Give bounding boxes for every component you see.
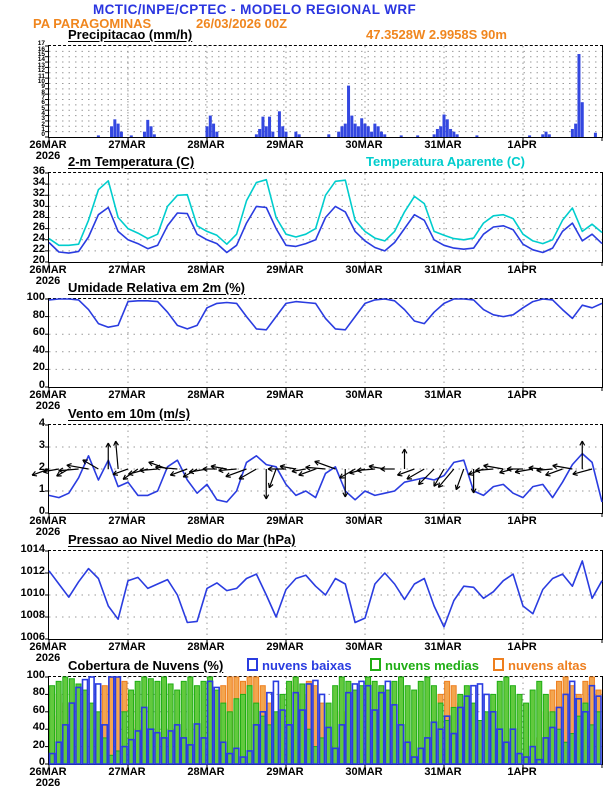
x-tick-label: 31MAR (424, 139, 462, 151)
x-tick-label: 29MAR (266, 139, 304, 151)
y-tick-label: 0 (38, 504, 45, 517)
y-tick-label: 20 (32, 361, 45, 374)
x-tick-label: 27MAR (108, 641, 146, 653)
y-tick-label: 1 (41, 126, 45, 134)
station-name: PA PARAGOMINAS (33, 16, 152, 31)
y-tick-label: 10 (37, 77, 45, 85)
y-tick-label: 40 (32, 343, 45, 356)
y-tick-label: 0 (41, 131, 45, 139)
y-tick-label: 14 (37, 56, 45, 64)
nuvens-altas-swatch-icon (493, 658, 504, 671)
y-tick-label: 4 (41, 110, 45, 117)
svg-precip (49, 46, 602, 137)
svg-wind (49, 425, 602, 513)
y-tick-label: 16 (37, 45, 45, 53)
x-tick-label: 31MAR (424, 389, 462, 401)
y-tick-label: 2 (41, 120, 45, 128)
x-tick-label: 30MAR (345, 264, 383, 276)
x-tick-label: 29MAR (266, 389, 304, 401)
y-tick-label: 28 (32, 209, 45, 222)
x-tick-label: 30MAR (345, 389, 383, 401)
x-tick-label: 26MAR (29, 264, 67, 276)
x-year-label: 2026 (35, 150, 61, 162)
y-tick-label: 13 (37, 61, 45, 69)
x-tick-label: 31MAR (424, 766, 462, 778)
y-tick-label: 3 (41, 115, 45, 123)
y-tick-label: 5 (41, 104, 45, 112)
y-tick-label: 1010 (20, 586, 45, 599)
x-tick-label: 1APR (507, 264, 537, 276)
y-tick-label: 80 (32, 686, 45, 699)
y-tick-label: 30 (32, 198, 45, 211)
x-year-label: 2026 (35, 526, 61, 538)
legend-nuvens-medias (370, 658, 479, 673)
y-tick-label: 1008 (20, 608, 45, 621)
y-tick-label: 80 (32, 308, 45, 321)
y-tick-label: 0 (38, 755, 45, 768)
x-tick-label: 26MAR (29, 515, 67, 527)
x-tick-label: 31MAR (424, 264, 462, 276)
y-tick-label: 8 (41, 88, 45, 96)
x-tick-label: 30MAR (345, 641, 383, 653)
y-tick-label: 22 (32, 242, 45, 255)
y-tick-label: 4 (38, 416, 45, 429)
x-tick-label: 28MAR (187, 139, 225, 151)
y-tick-label: 100 (26, 668, 45, 681)
y-tick-label: 2 (38, 460, 45, 473)
legend-temperatura-aparente: Temperatura Aparente (C) (366, 154, 525, 169)
x-year-label: 2026 (35, 652, 61, 664)
x-year-label: 2026 (35, 275, 61, 287)
x-year-label: 2026 (35, 777, 61, 789)
wind-panel (48, 424, 603, 514)
legend-nuvens-medias-label: nuvens medias (385, 658, 479, 673)
x-tick-label: 30MAR (345, 515, 383, 527)
x-tick-label: 27MAR (108, 515, 146, 527)
x-tick-label: 29MAR (266, 264, 304, 276)
nuvens-medias-swatch-icon (370, 658, 381, 671)
x-tick-label: 27MAR (108, 766, 146, 778)
svg-temp (49, 173, 602, 262)
panel-title-temperature: 2-m Temperatura (C) (68, 154, 195, 169)
y-tick-label: 24 (32, 231, 45, 244)
x-tick-label: 26MAR (29, 641, 67, 653)
x-year-label: 2026 (35, 400, 61, 412)
x-tick-label: 1APR (507, 641, 537, 653)
svg-pres (49, 551, 602, 639)
y-tick-label: 60 (32, 326, 45, 339)
x-tick-label: 30MAR (345, 766, 383, 778)
panel-title-humidity: Umidade Relativa em 2m (%) (68, 280, 246, 295)
x-tick-label: 28MAR (187, 515, 225, 527)
x-tick-label: 1APR (507, 766, 537, 778)
y-tick-label: 60 (32, 703, 45, 716)
x-tick-label: 28MAR (187, 766, 225, 778)
humidity-panel (48, 298, 603, 388)
x-tick-label: 29MAR (266, 641, 304, 653)
y-tick-label: 1 (38, 482, 45, 495)
pressure-panel (48, 550, 603, 640)
x-tick-label: 29MAR (266, 766, 304, 778)
x-tick-label: 28MAR (187, 641, 225, 653)
y-tick-label: 36 (32, 164, 45, 177)
y-tick-label: 12 (37, 67, 45, 75)
y-tick-label: 20 (32, 738, 45, 751)
x-tick-label: 29MAR (266, 515, 304, 527)
x-tick-label: 30MAR (345, 139, 383, 151)
y-tick-label: 7 (41, 93, 45, 101)
y-tick-label: 26 (32, 220, 45, 233)
x-tick-label: 31MAR (424, 515, 462, 527)
y-tick-label: 6 (41, 99, 45, 107)
x-tick-label: 1APR (507, 139, 537, 151)
panel-title-clouds: Cobertura de Nuvens (%) (68, 658, 224, 673)
x-tick-label: 31MAR (424, 641, 462, 653)
x-tick-label: 1APR (507, 515, 537, 527)
temperature-panel (48, 172, 603, 263)
nuvens-baixas-swatch-icon (247, 658, 258, 671)
y-tick-label: 3 (38, 438, 45, 451)
y-tick-label: 9 (41, 83, 45, 91)
svg-clouds (49, 677, 602, 764)
x-tick-label: 28MAR (187, 264, 225, 276)
legend-nuvens-baixas-label: nuvens baixas (262, 658, 352, 673)
clouds-panel (48, 676, 603, 765)
x-tick-label: 27MAR (108, 389, 146, 401)
legend-nuvens-baixas (247, 658, 352, 673)
y-tick-label: 0 (38, 378, 45, 391)
y-tick-label: 34 (32, 176, 45, 189)
panel-title-pressure: Pressao ao Nivel Medio do Mar (hPa) (68, 532, 296, 547)
station-coordinates: 47.3528W 2.9958S 90m (366, 27, 507, 42)
panel-title-precipitation: Precipitacao (mm/h) (68, 27, 193, 42)
x-tick-label: 27MAR (108, 264, 146, 276)
y-tick-label: 100 (26, 290, 45, 303)
y-tick-label: 1006 (20, 630, 45, 643)
y-tick-label: 11 (38, 72, 45, 80)
x-tick-label: 1APR (507, 389, 537, 401)
y-tick-label: 20 (32, 253, 45, 266)
y-tick-label: 40 (32, 721, 45, 734)
precipitation-panel (48, 45, 603, 138)
page-title: MCTIC/INPE/CPTEC - MODELO REGIONAL WRF (93, 2, 417, 17)
x-tick-label: 26MAR (29, 389, 67, 401)
svg-rh (49, 299, 602, 387)
x-tick-label: 28MAR (187, 389, 225, 401)
legend-nuvens-altas (493, 658, 587, 673)
x-tick-label: 27MAR (108, 139, 146, 151)
run-datetime: 26/03/2026 00Z (196, 16, 288, 31)
y-tick-label: 15 (37, 51, 45, 59)
y-tick-label: 32 (32, 187, 45, 200)
x-tick-label: 26MAR (29, 139, 67, 151)
y-tick-label: 1012 (20, 564, 45, 577)
y-tick-label: 1014 (20, 542, 45, 555)
panel-title-wind: Vento em 10m (m/s) (68, 406, 191, 421)
legend-nuvens-altas-label: nuvens altas (508, 658, 587, 673)
x-tick-label: 26MAR (29, 766, 67, 778)
y-tick-label: 17 (37, 40, 45, 48)
